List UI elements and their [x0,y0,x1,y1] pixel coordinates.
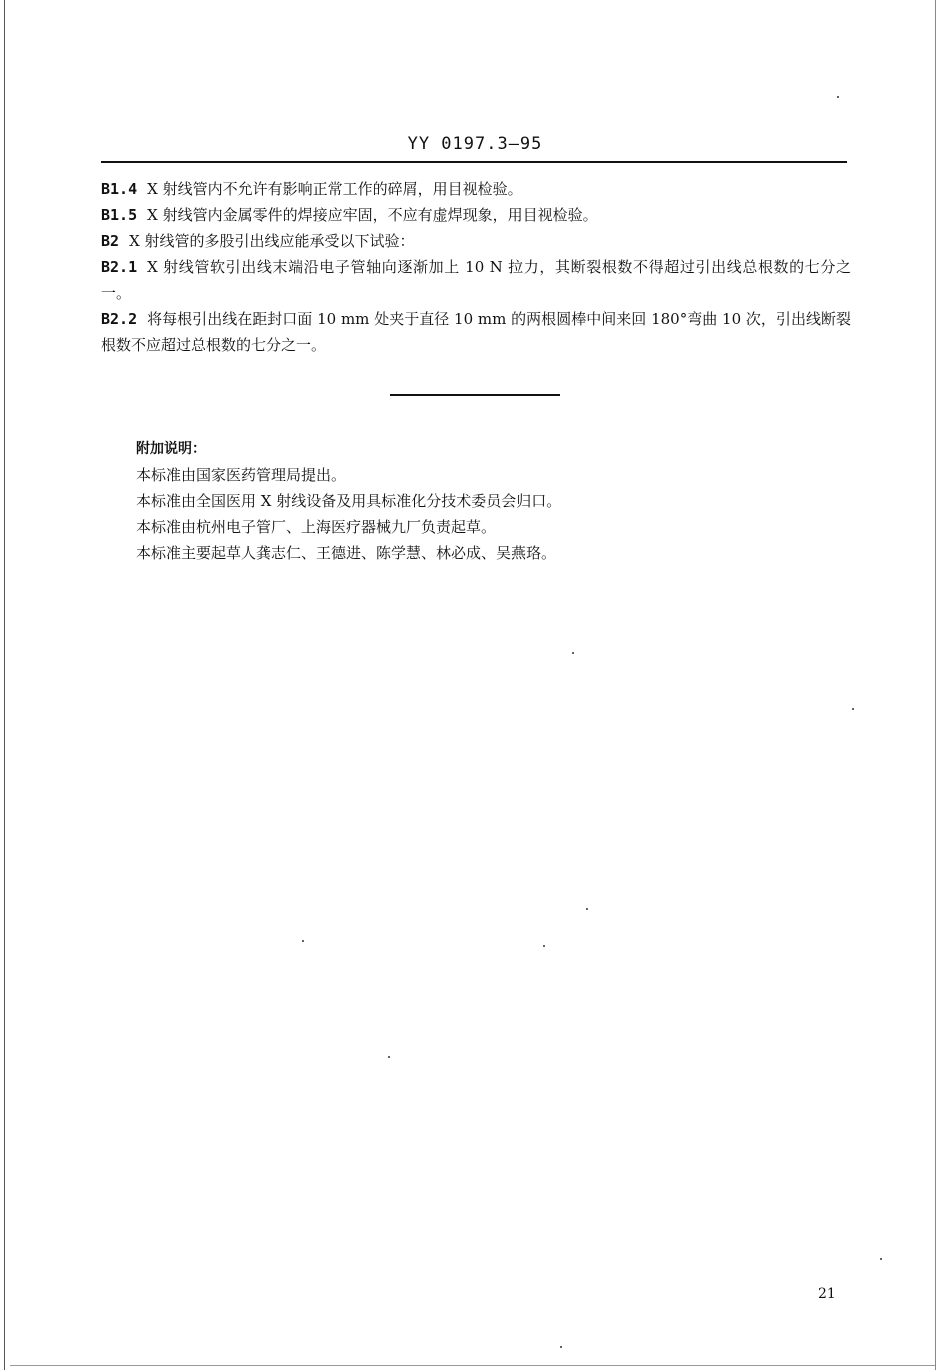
notes-title: 附加说明： [136,441,206,457]
clause-number: B2.1 [101,258,138,276]
clause-number: B1.4 [101,180,138,198]
scan-speck [302,940,304,942]
clause-b1-4 [101,176,851,202]
clause-number: B2 [101,232,120,250]
clause-text: X 射线管内金属零件的焊接应牢固，不应有虚焊现象，用目视检验。 [147,206,598,224]
scan-speck [543,945,545,947]
note-line: 本标准主要起草人龚志仁、王德进、陈学慧、林必成、吴燕珞。 [136,544,557,562]
note-line: 本标准由全国医用 X 射线设备及用具标准化分技术委员会归口。 [136,492,562,510]
clause-list [101,176,851,358]
page-edge-left [4,0,5,1370]
additional-notes [136,436,836,566]
scan-speck [880,1258,882,1260]
scan-speck [560,1346,562,1348]
clause-text: 将每根引出线在距封口面 10 mm 处夹于直径 10 mm 的两根圆棒中间来回 180°弯曲 10 次，引出线断裂根数不应超过总根数的七分之一。 [101,310,851,354]
note-line: 本标准由杭州电子管厂、上海医疗器械九厂负责起草。 [136,518,497,536]
note-line: 本标准由国家医药管理局提出。 [136,466,347,484]
clause-b1-5 [101,202,851,228]
header-rule [101,161,847,163]
standard-number-header: YY 0197.3—95 [407,134,543,154]
clause-b2 [101,228,851,254]
clause-number: B2.2 [101,310,138,328]
end-of-standard-rule [390,394,560,396]
page-edge-right [935,0,936,1370]
scan-speck [572,652,574,654]
clause-b2-2 [101,306,851,358]
clause-text: X 射线管软引出线末端沿电子管轴向逐渐加上 10 N 拉力，其断裂根数不得超过引出线总根数的七分之一。 [101,258,851,302]
clause-text: X 射线管内不允许有影响正常工作的碎屑，用目视检验。 [147,180,523,198]
scan-speck [852,708,854,710]
scan-speck [586,908,588,910]
clause-number: B1.5 [101,206,138,224]
clause-text: X 射线管的多股引出线应能承受以下试验： [129,232,415,250]
page-number: 21 [818,1286,836,1302]
scan-speck [837,96,839,98]
clause-b2-1 [101,254,851,306]
page-edge-bottom [10,1365,935,1366]
scan-speck [388,1056,390,1058]
